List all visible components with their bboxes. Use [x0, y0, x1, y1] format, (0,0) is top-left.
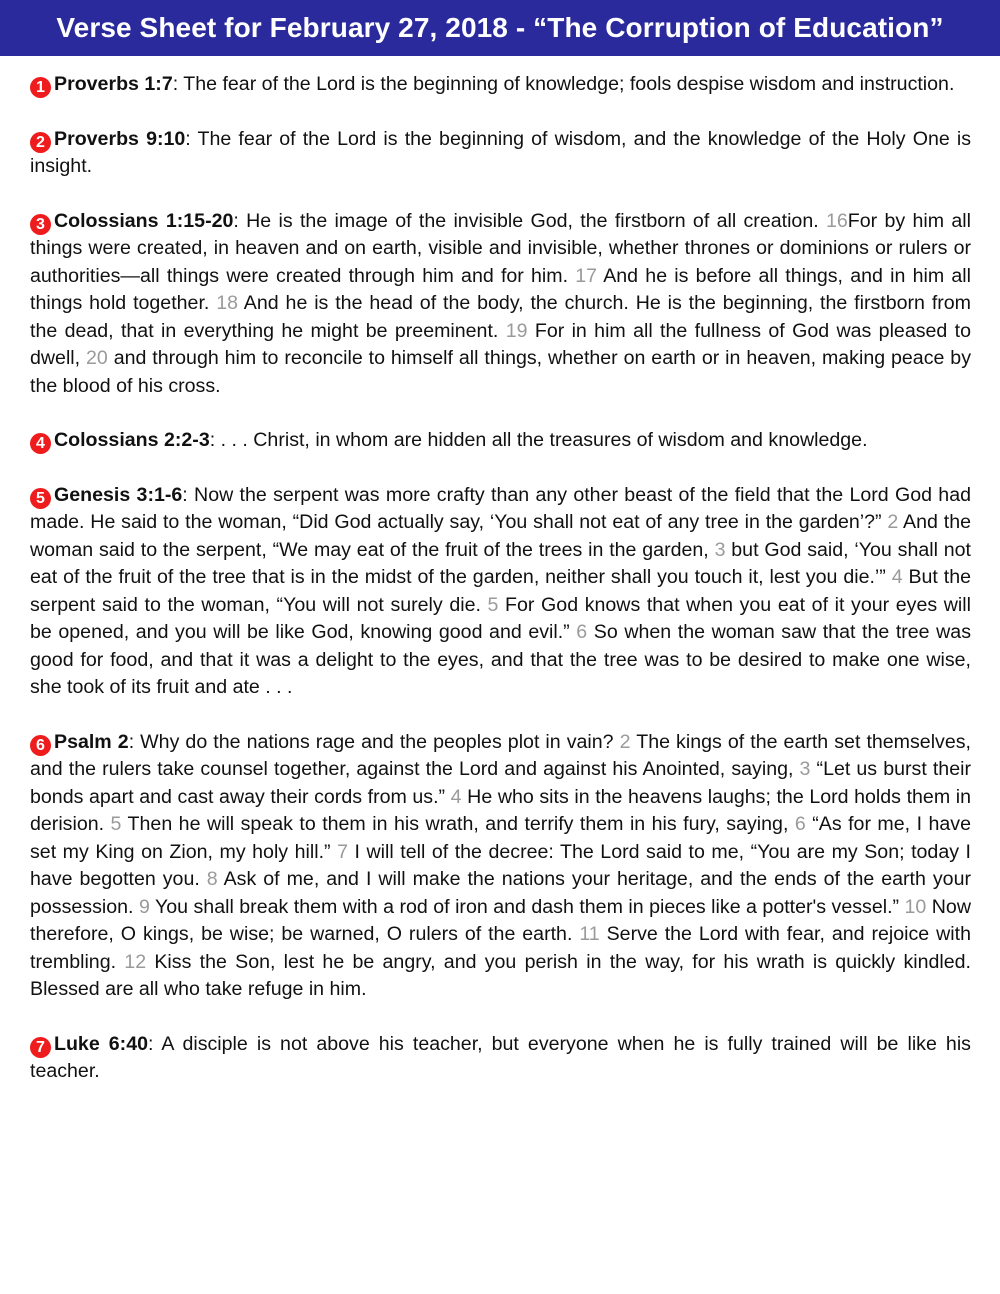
verse-text: For by him all things were created, in heaven and on earth, visible and invisible, whether thrones or dominions or rulers or authorities—all things were created through him and for him. [30, 209, 972, 287]
verse-reference: Genesis 3:1-6 [54, 483, 183, 506]
verse-text: He who sits in the heavens laughs; the Lord holds them in derision. [30, 785, 971, 835]
verse-text: For in him all the fullness of God was pleased to dwell, [30, 319, 971, 369]
verse-reference: Colossians 1:15-20 [54, 209, 234, 232]
verse-text: : A disciple is not above his teacher, but everyone when he is fully trained will be like his teacher. [30, 1032, 971, 1082]
inline-verse-number: 17 [575, 264, 598, 287]
inline-verse-number: 6 [576, 621, 588, 643]
inline-verse-number: 2 [619, 730, 631, 753]
verse-text: : He is the image of the invisible God, the firstborn of all creation. [233, 209, 826, 232]
inline-verse-number: 11 [579, 923, 600, 945]
verse-text: So when the woman saw that the tree was good for food, and that it was a delight to the eyes, and that the tree was to be desired to make one wise, she took of its fruit and ate . . . [30, 621, 972, 698]
verse-number-badge: 6 [30, 735, 51, 756]
verse-text: “As for me, I have set my King on Zion, my holy hill.” [30, 813, 971, 863]
inline-verse-number: 5 [487, 593, 499, 616]
verse-text: and through him to reconcile to himself all things, whether on earth or in heaven, making peace by the blood of his cross. [30, 347, 971, 397]
verse-number-badge: 7 [30, 1037, 51, 1058]
verse-block [30, 1031, 971, 1086]
verse-block [30, 427, 971, 455]
verse-block [30, 729, 971, 1004]
verse-block [30, 208, 971, 401]
verse-text: Then he will speak to them in his wrath, and terrify them in his fury, saying, [121, 813, 795, 835]
verse-list [0, 56, 1000, 1086]
verse-text: For God knows that when you eat of it your eyes will be opened, and you will be like God, knowing good and evil.” [30, 593, 971, 643]
inline-verse-number: 2 [887, 511, 899, 533]
verse-block [30, 71, 971, 99]
verse-text: And he is the head of the body, the church. He is the beginning, the firstborn from the dead, that in everything he might be preeminent. [30, 292, 972, 342]
inline-verse-number: 7 [337, 840, 348, 863]
verse-text: The kings of the earth set themselves, and the rulers take counsel together, against the Lord and against his Anointed, saying, [30, 730, 971, 780]
inline-verse-number: 3 [799, 758, 811, 780]
verse-text: : Now the serpent was more crafty than any other beast of the field that the Lord God had made. He said to the woman, “Did God actually say, ‘You shall not eat of any tree in the garden’?” [30, 483, 972, 533]
verse-text: : . . . Christ, in whom are hidden all the treasures of wisdom and knowledge. [209, 429, 868, 451]
verse-block [30, 482, 971, 702]
inline-verse-number: 6 [794, 813, 806, 835]
verse-text: I will tell of the decree: The Lord said to me, “You are my Son; today I have begotten you. [30, 840, 971, 890]
inline-verse-number: 4 [891, 566, 903, 588]
verse-reference: Luke 6:40 [54, 1032, 148, 1055]
page-title: Verse Sheet for February 27, 2018 - “The Corruption of Education” [0, 0, 1000, 56]
verse-text: : The fear of the Lord is the beginning of knowledge; fools despise wisdom and instruction. [172, 73, 955, 95]
verse-block [30, 126, 971, 181]
inline-verse-number: 5 [110, 813, 122, 835]
verse-text: But the serpent said to the woman, “You will not surely die. [30, 566, 971, 616]
verse-text: but God said, ‘You shall not eat of the fruit of the tree that is in the midst of the garden, neither shall you touch it, lest you die.’” [30, 538, 971, 588]
inline-verse-number: 8 [206, 868, 218, 890]
verse-text: And he is before all things, and in him all things hold together. [30, 264, 971, 314]
verse-text: Now therefore, O kings, be wise; be warned, O rulers of the earth. [30, 895, 971, 945]
inline-verse-number: 10 [904, 895, 927, 918]
verse-text: You shall break them with a rod of iron and dash them in pieces like a potter's vessel.” [149, 895, 905, 918]
verse-number-badge: 3 [30, 214, 51, 235]
verse-reference: Proverbs 1:7 [54, 73, 173, 95]
verse-text: Serve the Lord with fear, and rejoice with trembling. [30, 923, 971, 973]
verse-reference: Colossians 2:2-3 [54, 429, 210, 451]
verse-reference: Psalm 2 [54, 730, 129, 753]
verse-text: And the woman said to the serpent, “We may eat of the fruit of the trees in the garden, [30, 511, 971, 561]
verse-number-badge: 4 [30, 433, 51, 454]
inline-verse-number: 16 [825, 209, 848, 232]
verse-text: : The fear of the Lord is the beginning of wisdom, and the knowledge of the Holy One is insight. [30, 127, 972, 177]
verse-number-badge: 2 [30, 132, 51, 153]
verse-text: Kiss the Son, lest he be angry, and you perish in the way, for his wrath is quickly kindled. Blessed are all who take refuge in him. [30, 950, 971, 1000]
inline-verse-number: 3 [714, 538, 726, 561]
inline-verse-number: 12 [124, 950, 147, 973]
inline-verse-number: 9 [138, 895, 150, 918]
verse-number-badge: 1 [30, 77, 51, 98]
verse-reference: Proverbs 9:10 [54, 127, 186, 150]
verse-number-badge: 5 [30, 488, 51, 509]
inline-verse-number: 20 [86, 347, 108, 369]
verse-text: : Why do the nations rage and the peoples plot in vain? [128, 730, 620, 753]
inline-verse-number: 18 [216, 292, 239, 314]
inline-verse-number: 19 [505, 319, 528, 342]
verse-text: Ask of me, and I will make the nations your heritage, and the ends of the earth your possession. [30, 868, 972, 918]
inline-verse-number: 4 [450, 785, 462, 808]
verse-text: “Let us burst their bonds apart and cast away their cords from us.” [30, 758, 971, 808]
